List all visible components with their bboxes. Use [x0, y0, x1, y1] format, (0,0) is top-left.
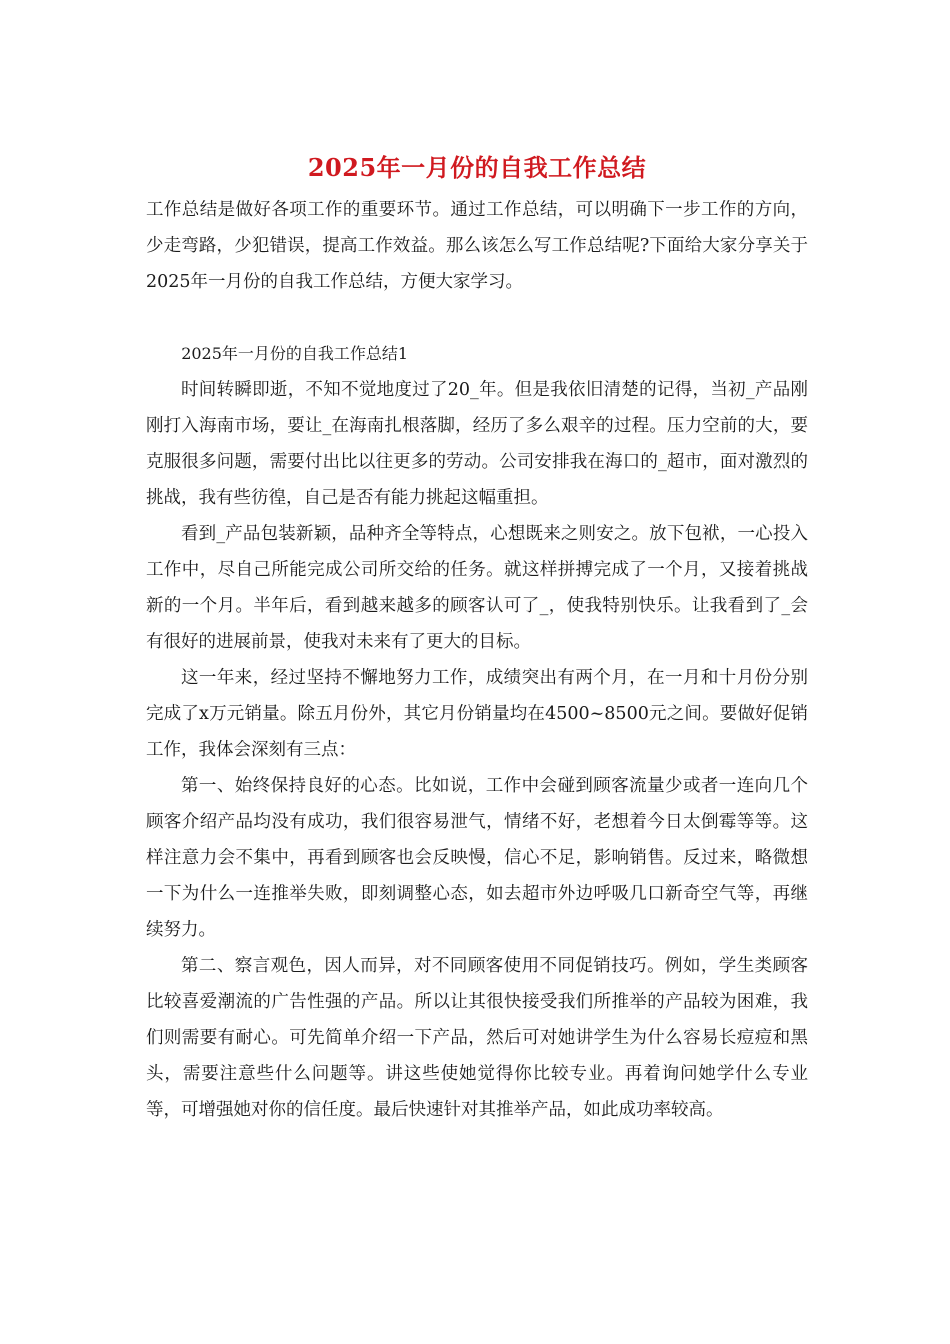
body-paragraph-5: 第二、察言观色，因人而异，对不同顾客使用不同促销技巧。例如，学生类顾客比较喜爱潮流的广告性强的产品。所以让其很快接受我们所推举的产品较为困难，我们则需要有耐心。可先简单介绍一下产品，然后可对她讲学生为什么容易长痘痘和黑头，需要注意些什么问题等。讲这些使她觉得你比较专业。再着询问她学什么专业等，可增强她对你的信任度。最后快速针对其推举产品，如此成功率较高。	[146, 956, 808, 1120]
body-paragraph-1: 时间转瞬即逝，不知不觉地度过了20_年。但是我依旧清楚的记得，当初_产品刚刚打入海南市场，要让_在海南扎根落脚，经历了多么艰辛的过程。压力空前的大，要克服很多问题，需要付出比以往更多的劳动。公司安排我在海口的_超市，面对激烈的挑战，我有些彷徨，自己是否有能力挑起这幅重担。	[146, 380, 808, 508]
document-page	[146, 150, 808, 1128]
body-paragraph-4: 第一、始终保持良好的心态。比如说，工作中会碰到顾客流量少或者一连向几个顾客介绍产品均没有成功，我们很容易泄气，情绪不好，老想着今日太倒霉等等。这样注意力会不集中，再看到顾客也会反映慢，信心不足，影响销售。反过来，略微想一下为什么一连推举失败，即刻调整心态，如去超市外边呼吸几口新奇空气等，再继续努力。	[146, 776, 808, 940]
body-paragraph-2: 看到_产品包装新颖，品种齐全等特点，心想既来之则安之。放下包袱，一心投入工作中，尽自己所能完成公司所交给的任务。就这样拼搏完成了一个月，又接着挑战新的一个月。半年后，看到越来越多的顾客认可了_，使我特别快乐。让我看到了_会有很好的进展前景，使我对未来有了更大的目标。	[146, 524, 808, 652]
section-heading: 2025年一月份的自我工作总结1	[181, 344, 409, 363]
body-paragraph-3: 这一年来，经过坚持不懈地努力工作，成绩突出有两个月，在一月和十月份分别完成了x万元销量。除五月份外，其它月份销量均在4500~8500元之间。要做好促销工作，我体会深刻有三点：	[146, 668, 808, 760]
intro-paragraph: 工作总结是做好各项工作的重要环节。通过工作总结，可以明确下一步工作的方向，少走弯路，少犯错误，提高工作效益。那么该怎么写工作总结呢?下面给大家分享关于2025年一月份的自我工作总结，方便大家学习。	[146, 200, 808, 292]
document-title: 2025年一月份的自我工作总结	[307, 153, 647, 182]
paragraph-spacer	[146, 300, 808, 336]
